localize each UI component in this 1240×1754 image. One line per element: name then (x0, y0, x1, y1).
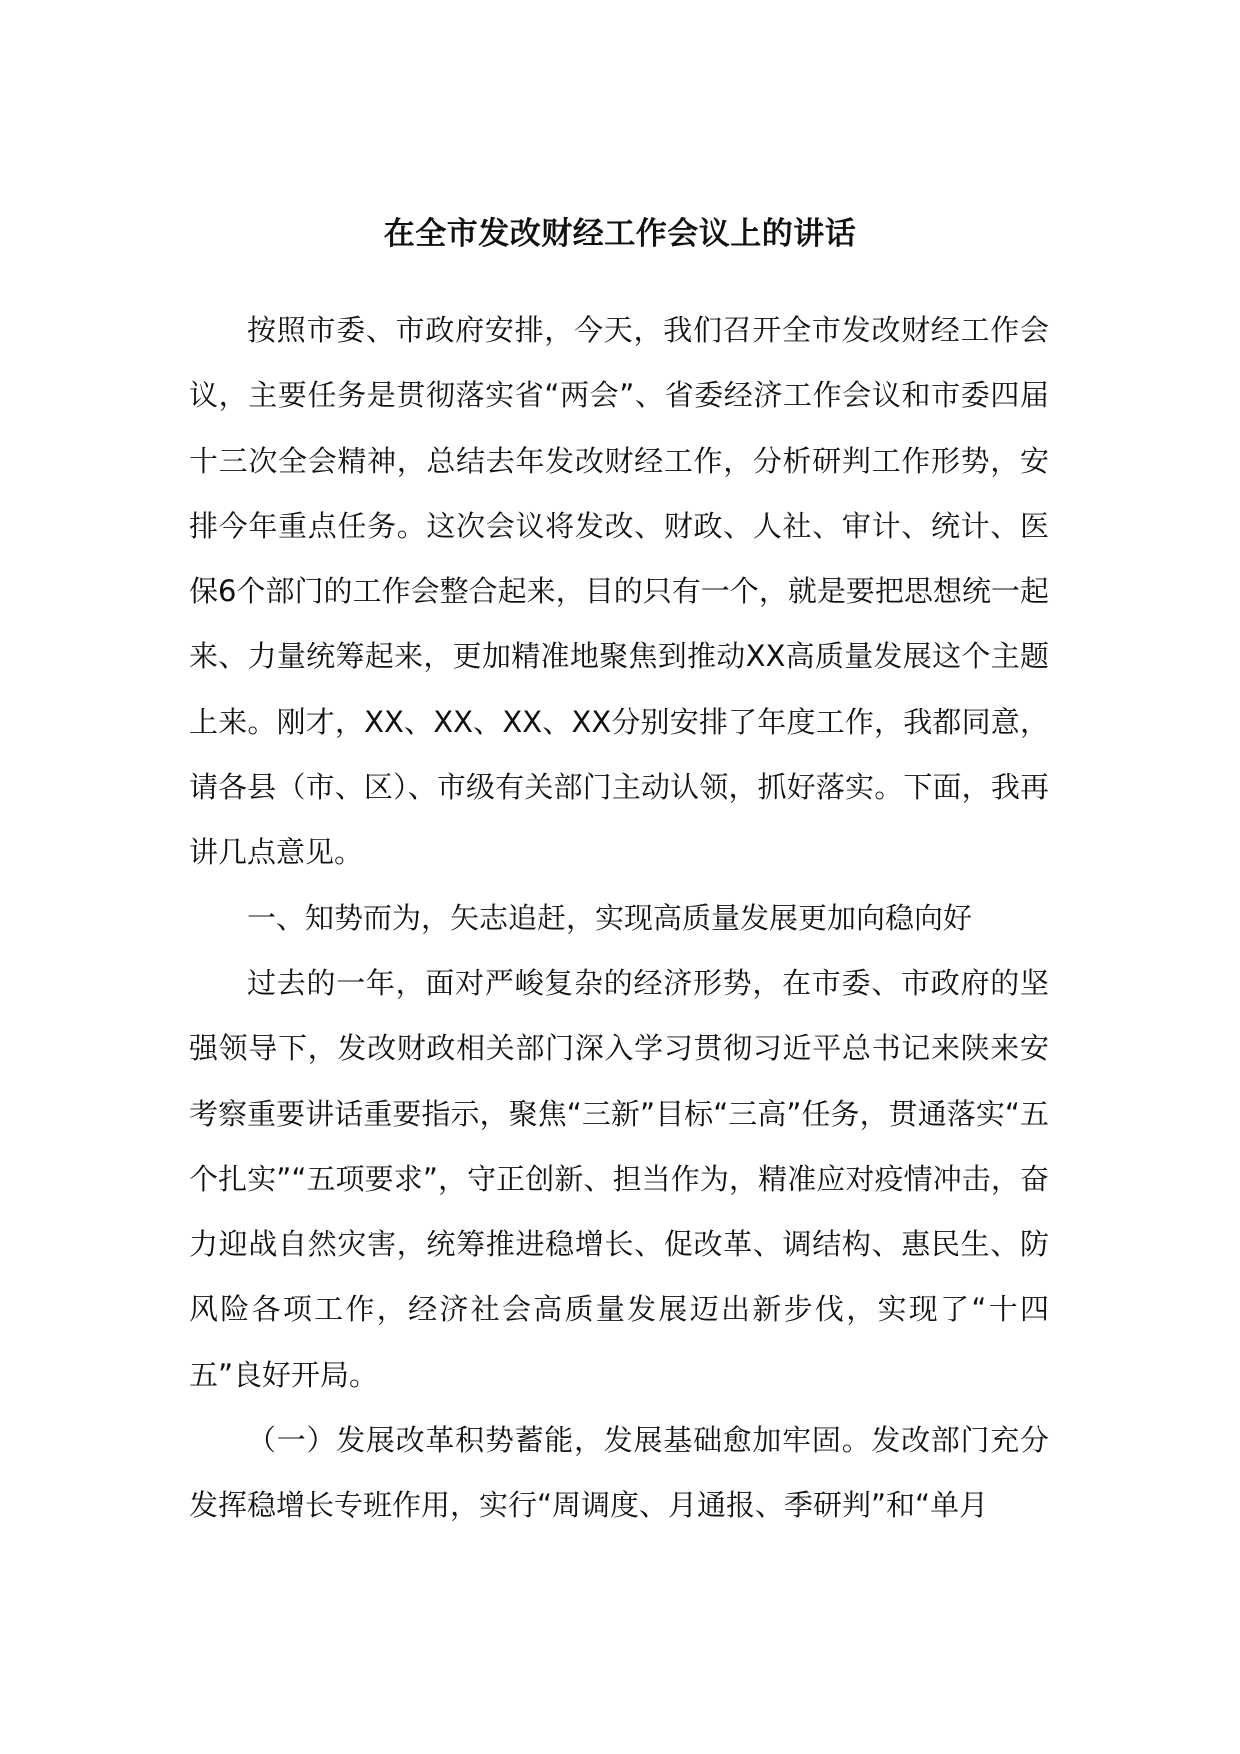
paragraph-review: 过去的一年，面对严峻复杂的经济形势，在市委、市政府的坚强领导下，发改财政相关部门深入学习贯彻习近平总书记来陕来安考察重要讲话重要指示，聚焦“三新”目标“三高”任务，贯通落实“五个扎实”“五项要求”，守正创新、担当作为，精准应对疫情冲击，奋力迎战自然灾害，统筹推进稳增长、促改革、调结构、惠民生、防风险各项工作，经济社会高质量发展迈出新步伐，实现了“十四五”良好开局。 (189, 965, 1049, 1392)
paragraph-subsection-1: （一）发展改革积势蓄能，发展基础愈加牢固。发改部门充分发挥稳增长专班作用，实行“周调度、月通报、季研判”和“单月 (189, 1423, 1049, 1523)
section-heading-1: 一、知势而为，矢志追赶，实现高质量发展更加向稳向好 (247, 900, 973, 935)
paragraph-intro: 按照市委、市政府安排，今天，我们召开全市发改财经工作会议，主要任务是贯彻落实省“两会”、省委经济工作会议和市委四届十三次全会精神，总结去年发改财经工作，分析研判工作形势，安排今年重点任务。这次会议将发改、财政、人社、审计、统计、医保6个部门的工作会整合起来，目的只有一个，就是要把思想统一起来、力量统筹起来，更加精准地聚焦到推动XX高质量发展这个主题上来。刚才，XX、XX、XX、XX分别安排了年度工作，我都同意，请各县（市、区）、市级有关部门主动认领，抓好落实。下面，我再讲几点意见。 (189, 313, 1049, 870)
document-body (189, 298, 1049, 1539)
document-title: 在全市发改财经工作会议上的讲话 (383, 216, 857, 252)
